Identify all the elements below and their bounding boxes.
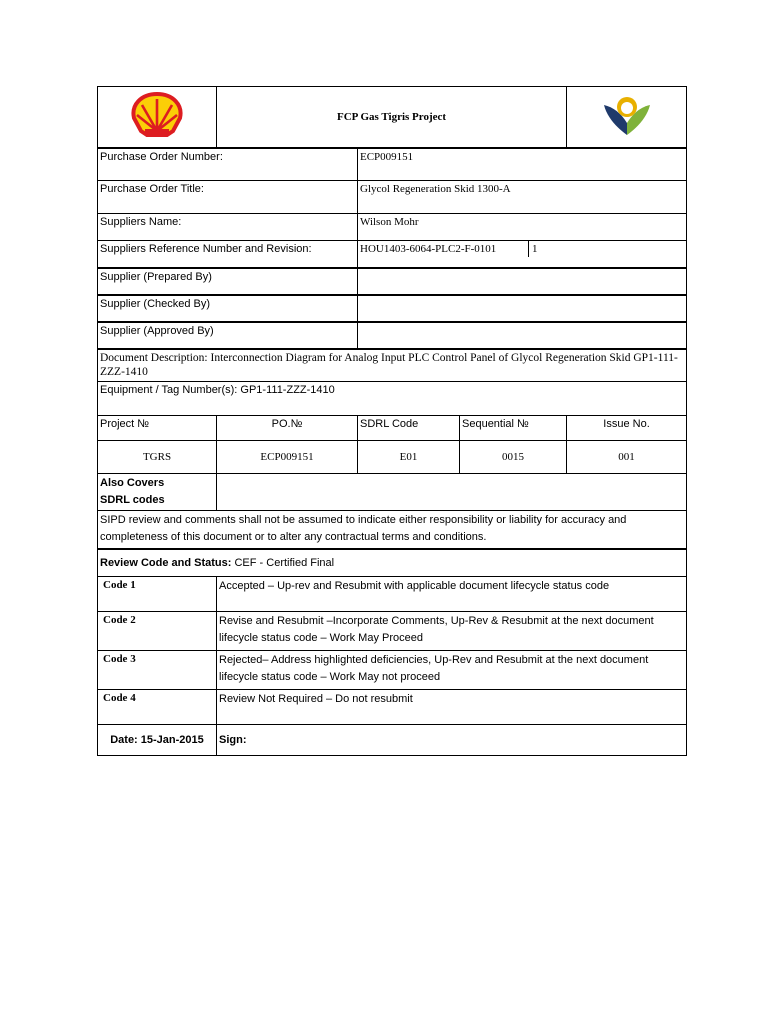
po-number-value: ECP009151 (358, 148, 687, 181)
equipment-tag-row (98, 382, 687, 416)
code-1-row (98, 577, 687, 612)
code-3-row (98, 651, 687, 690)
po-number-label: Purchase Order Number: (98, 148, 358, 181)
supplier-name-row (98, 214, 687, 241)
right-logo-cell (567, 87, 687, 148)
code-3-label: Code 3 (98, 651, 217, 690)
po-title-value: Glycol Regeneration Skid 1300-A (358, 181, 687, 214)
sdrl-code-value: E01 (358, 441, 460, 474)
sequential-no-header: Sequential № (460, 416, 567, 441)
code-2-label: Code 2 (98, 612, 217, 651)
code-4-label: Code 4 (98, 690, 217, 725)
po-number-row (98, 148, 687, 181)
sign-field[interactable]: Sign: (217, 725, 687, 756)
left-logo-cell (98, 87, 217, 148)
disclaimer-text: SIPD review and comments shall not be assumed to indicate either responsibility or liability for accuracy and completeness of this document or to alter any contractual terms and conditions. (98, 511, 687, 549)
approved-by-row (98, 322, 687, 349)
supplier-name-value: Wilson Mohr (358, 214, 687, 241)
checked-by-label: Supplier (Checked By) (98, 295, 358, 322)
supplier-ref-value: HOU1403-6064-PLC2-F-0101 (358, 241, 529, 257)
id-header-row (98, 416, 687, 441)
sequential-no-value: 0015 (460, 441, 567, 474)
prepared-by-value[interactable] (358, 268, 687, 295)
po-no-value: ECP009151 (217, 441, 358, 474)
shell-logo-icon (128, 91, 186, 139)
issue-no-value: 001 (567, 441, 687, 474)
checked-by-value[interactable] (358, 295, 687, 322)
supplier-ref-row (98, 241, 687, 268)
approved-by-label: Supplier (Approved By) (98, 322, 358, 349)
prepared-by-row (98, 268, 687, 295)
approved-by-value[interactable] (358, 322, 687, 349)
doc-description: Document Description: Interconnection Diagram for Analog Input PLC Control Panel of Glycol Regeneration Skid GP1-111-ZZZ-1410 (98, 349, 687, 382)
review-heading-label: Review Code and Status: (100, 556, 232, 569)
header-row (98, 87, 687, 148)
review-heading (98, 549, 687, 577)
checked-by-row (98, 295, 687, 322)
project-title: FCP Gas Tigris Project (217, 87, 567, 148)
sdrl-code-header: SDRL Code (358, 416, 460, 441)
po-title-label: Purchase Order Title: (98, 181, 358, 214)
issue-no-header: Issue No. (567, 416, 687, 441)
prepared-by-label: Supplier (Prepared By) (98, 268, 358, 295)
also-covers-row (98, 474, 687, 511)
code-4-row (98, 690, 687, 725)
equipment-tag: Equipment / Tag Number(s): GP1-111-ZZZ-1410 (98, 382, 687, 416)
code-1-text: Accepted – Up-rev and Resubmit with applicable document lifecycle status code (217, 577, 687, 612)
code-4-text: Review Not Required – Do not resubmit (217, 690, 687, 725)
code-2-text: Revise and Resubmit –Incorporate Comments, Up-Rev & Resubmit at the next document lifecycle status code – Work May Proceed (217, 612, 687, 651)
company-emblem-icon (601, 93, 653, 137)
review-heading-row (98, 549, 687, 577)
code-3-text: Rejected– Address highlighted deficiencies, Up-Rev and Resubmit at the next document lifecycle status code – Work May not proceed (217, 651, 687, 690)
disclaimer-row (98, 511, 687, 549)
doc-description-row (98, 349, 687, 382)
also-covers-value[interactable] (217, 474, 687, 511)
supplier-ref-revision: 1 (532, 243, 538, 255)
transmittal-form (97, 86, 687, 756)
supplier-ref-label: Suppliers Reference Number and Revision: (98, 241, 358, 268)
also-covers-label: Also Covers SDRL codes (98, 474, 217, 511)
code-2-row (98, 612, 687, 651)
project-no-header: Project № (98, 416, 217, 441)
code-1-label: Code 1 (98, 577, 217, 612)
po-title-row (98, 181, 687, 214)
po-no-header: PO.№ (217, 416, 358, 441)
review-date: Date: 15-Jan-2015 (98, 725, 217, 756)
id-values-row (98, 441, 687, 474)
date-sign-row (98, 725, 687, 756)
supplier-name-label: Suppliers Name: (98, 214, 358, 241)
review-status-value: CEF - Certified Final (231, 556, 335, 569)
project-no-value: TGRS (98, 441, 217, 474)
